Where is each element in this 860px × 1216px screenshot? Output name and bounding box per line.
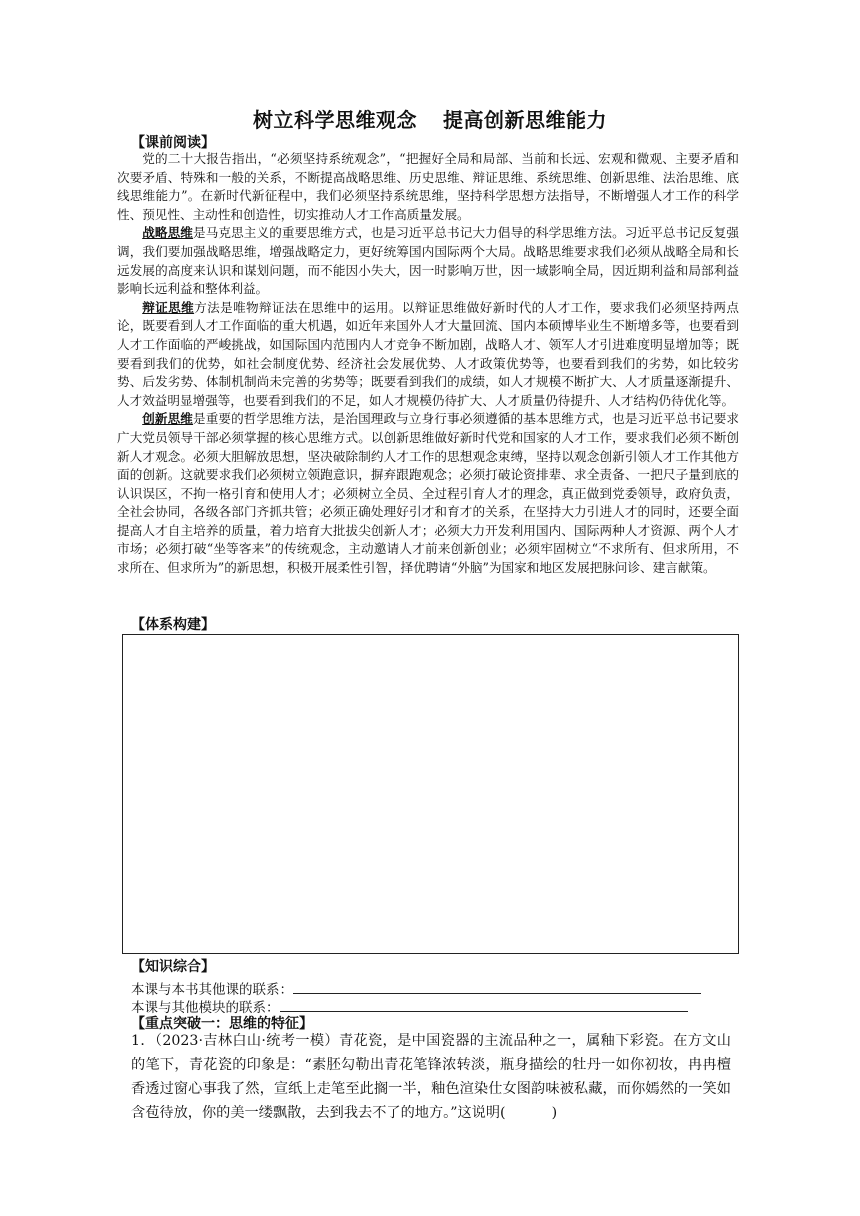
title-part-1: 树立科学思维观念 (253, 108, 417, 132)
section-knowledge-synthesis: 【知识综合】 (131, 959, 215, 975)
keyword-innovative-thinking: 创新思维 (142, 411, 193, 427)
keyword-strategic-thinking: 战略思维 (142, 225, 193, 241)
reading-paragraph: 辩证思维方法是唯物辩证法在思维中的运用。以辩证思维做好新时代的人才工作，要求我们必须坚持两点论，既要看到人才工作面临的重大机遇，如近年来国外人才大量回流、国内本硕博毕业生不断增多等，也要看到人才工作面临的严峻挑战，如国际国内范围内人才竞争不断加剧，战略人才、领军人才引进难度明显增加等；既要看到我们的优势，如社会制度优势、经济社会发展优势、人才政策优势等，也要看到我们的劣势，如比较劣势、后发劣势、体制机制尚未完善的劣势等；既要看到我们的成绩，如人才规模不断扩大、人才质量逐渐提升、人才效益明显增强等，也要看到我们的不足，如人才规模仍待扩大、人才质量仍待提升、人才结构仍待优化等。 (117, 299, 740, 408)
answer-blank[interactable] (293, 979, 701, 994)
system-construction-box[interactable] (122, 634, 739, 954)
title-part-2: 提高创新思维能力 (443, 108, 607, 132)
section-focus-breakthrough: 【重点突破一：思维的特征】 (131, 1016, 313, 1032)
answer-blank[interactable] (280, 997, 688, 1012)
reading-paragraph: 创新思维是重要的哲学思维方法，是治国理政与立身行事必须遵循的基本思维方式，也是习近平总书记要求广大党员领导干部必须掌握的核心思维方式。以创新思维做好新时代党和国家的人才工作，要求我们必须不断创新人才观念。必须大胆解放思想，坚决破除制约人才工作的思想观念束缚，坚持以观念创新引领人才工作其他方面的创新。这就要求我们必须树立领跑意识，摒弃跟跑观念；必须打破论资排辈、求全责备、一把尺子量到底的认识误区，不拘一格引育和使用人才；必须树立全员、全过程引育人才的理念，真正做到党委领导，政府负责，全社会协同，各级各部门齐抓共管；必须正确处理好引才和育才的关系，在坚持大力引进人才的同时，还要全面提高人才自主培养的质量，着力培育大批拔尖创新人才；必须大力开发利用国内、国际两种人才资源、两个人才市场；必须打破“坐等客来”的传统观念，主动邀请人才前来创新创业；必须牢固树立“不求所有、但求所用，不求所在、但求所为”的新思想，积极开展柔性引智，择优聘请“外脑”为国家和地区发展把脉问诊、建言献策。 (117, 411, 740, 576)
question-1-text: 1．（2023·吉林白山·统考一模）青花瓷，是中国瓷器的主流品种之一，属釉下彩瓷。在方文山的笔下，青花瓷的印象是：“素胚勾勒出青花笔锋浓转淡，瓶身描绘的牡丹一如你初妆，冉冉檀香透过窗心事我了然，宣纸上走笔至此搁一半，釉色渲染仕女图韵味被私藏，而你嫣然的一笑如含苞待放，你的美一缕飘散，去到我去不了的地方。”这说明( (131, 1033, 731, 1121)
section-pre-reading: 【课前阅读】 (131, 135, 215, 151)
question-1 (131, 1029, 731, 1125)
page-title (0, 104, 860, 133)
section-system-construction: 【体系构建】 (131, 617, 215, 633)
reading-paragraph: 战略思维是马克思主义的重要思维方式，也是习近平总书记大力倡导的科学思维方法。习近平总书记反复强调，我们要加强战略思维，增强战略定力，更好统筹国内国际两个大局。战略思维要求我们必须从战略全局和长远发展的高度来认识和谋划问题，而不能因小失大，因一时影响万世，因一域影响全局，因近期利益和局部利益影响长远利益和整体利益。 (117, 225, 740, 297)
keyword-dialectical-thinking: 辩证思维 (142, 299, 195, 315)
reading-paragraph: 党的二十大报告指出，“必须坚持系统观念”，“把握好全局和局部、当前和长远、宏观和微观、主要矛盾和次要矛盾、特殊和一般的关系，不断提高战略思维、历史思维、辩证思维、系统思维、创新思维、法治思维、底线思维能力”。在新时代新征程中，我们必须坚持系统思维，坚持科学思想方法指导，不断增强人才工作的科学性、预见性、主动性和创造性，切实推动人才工作高质量发展。 (117, 151, 739, 222)
reading-passage (117, 150, 739, 578)
question-1-close-paren: ) (551, 1105, 558, 1121)
knowledge-line-1 (131, 978, 701, 998)
knowledge-line-1-label: 本课与本书其他课的联系： (131, 982, 293, 998)
knowledge-line-2-label: 本课与其他模块的联系： (131, 1000, 280, 1016)
